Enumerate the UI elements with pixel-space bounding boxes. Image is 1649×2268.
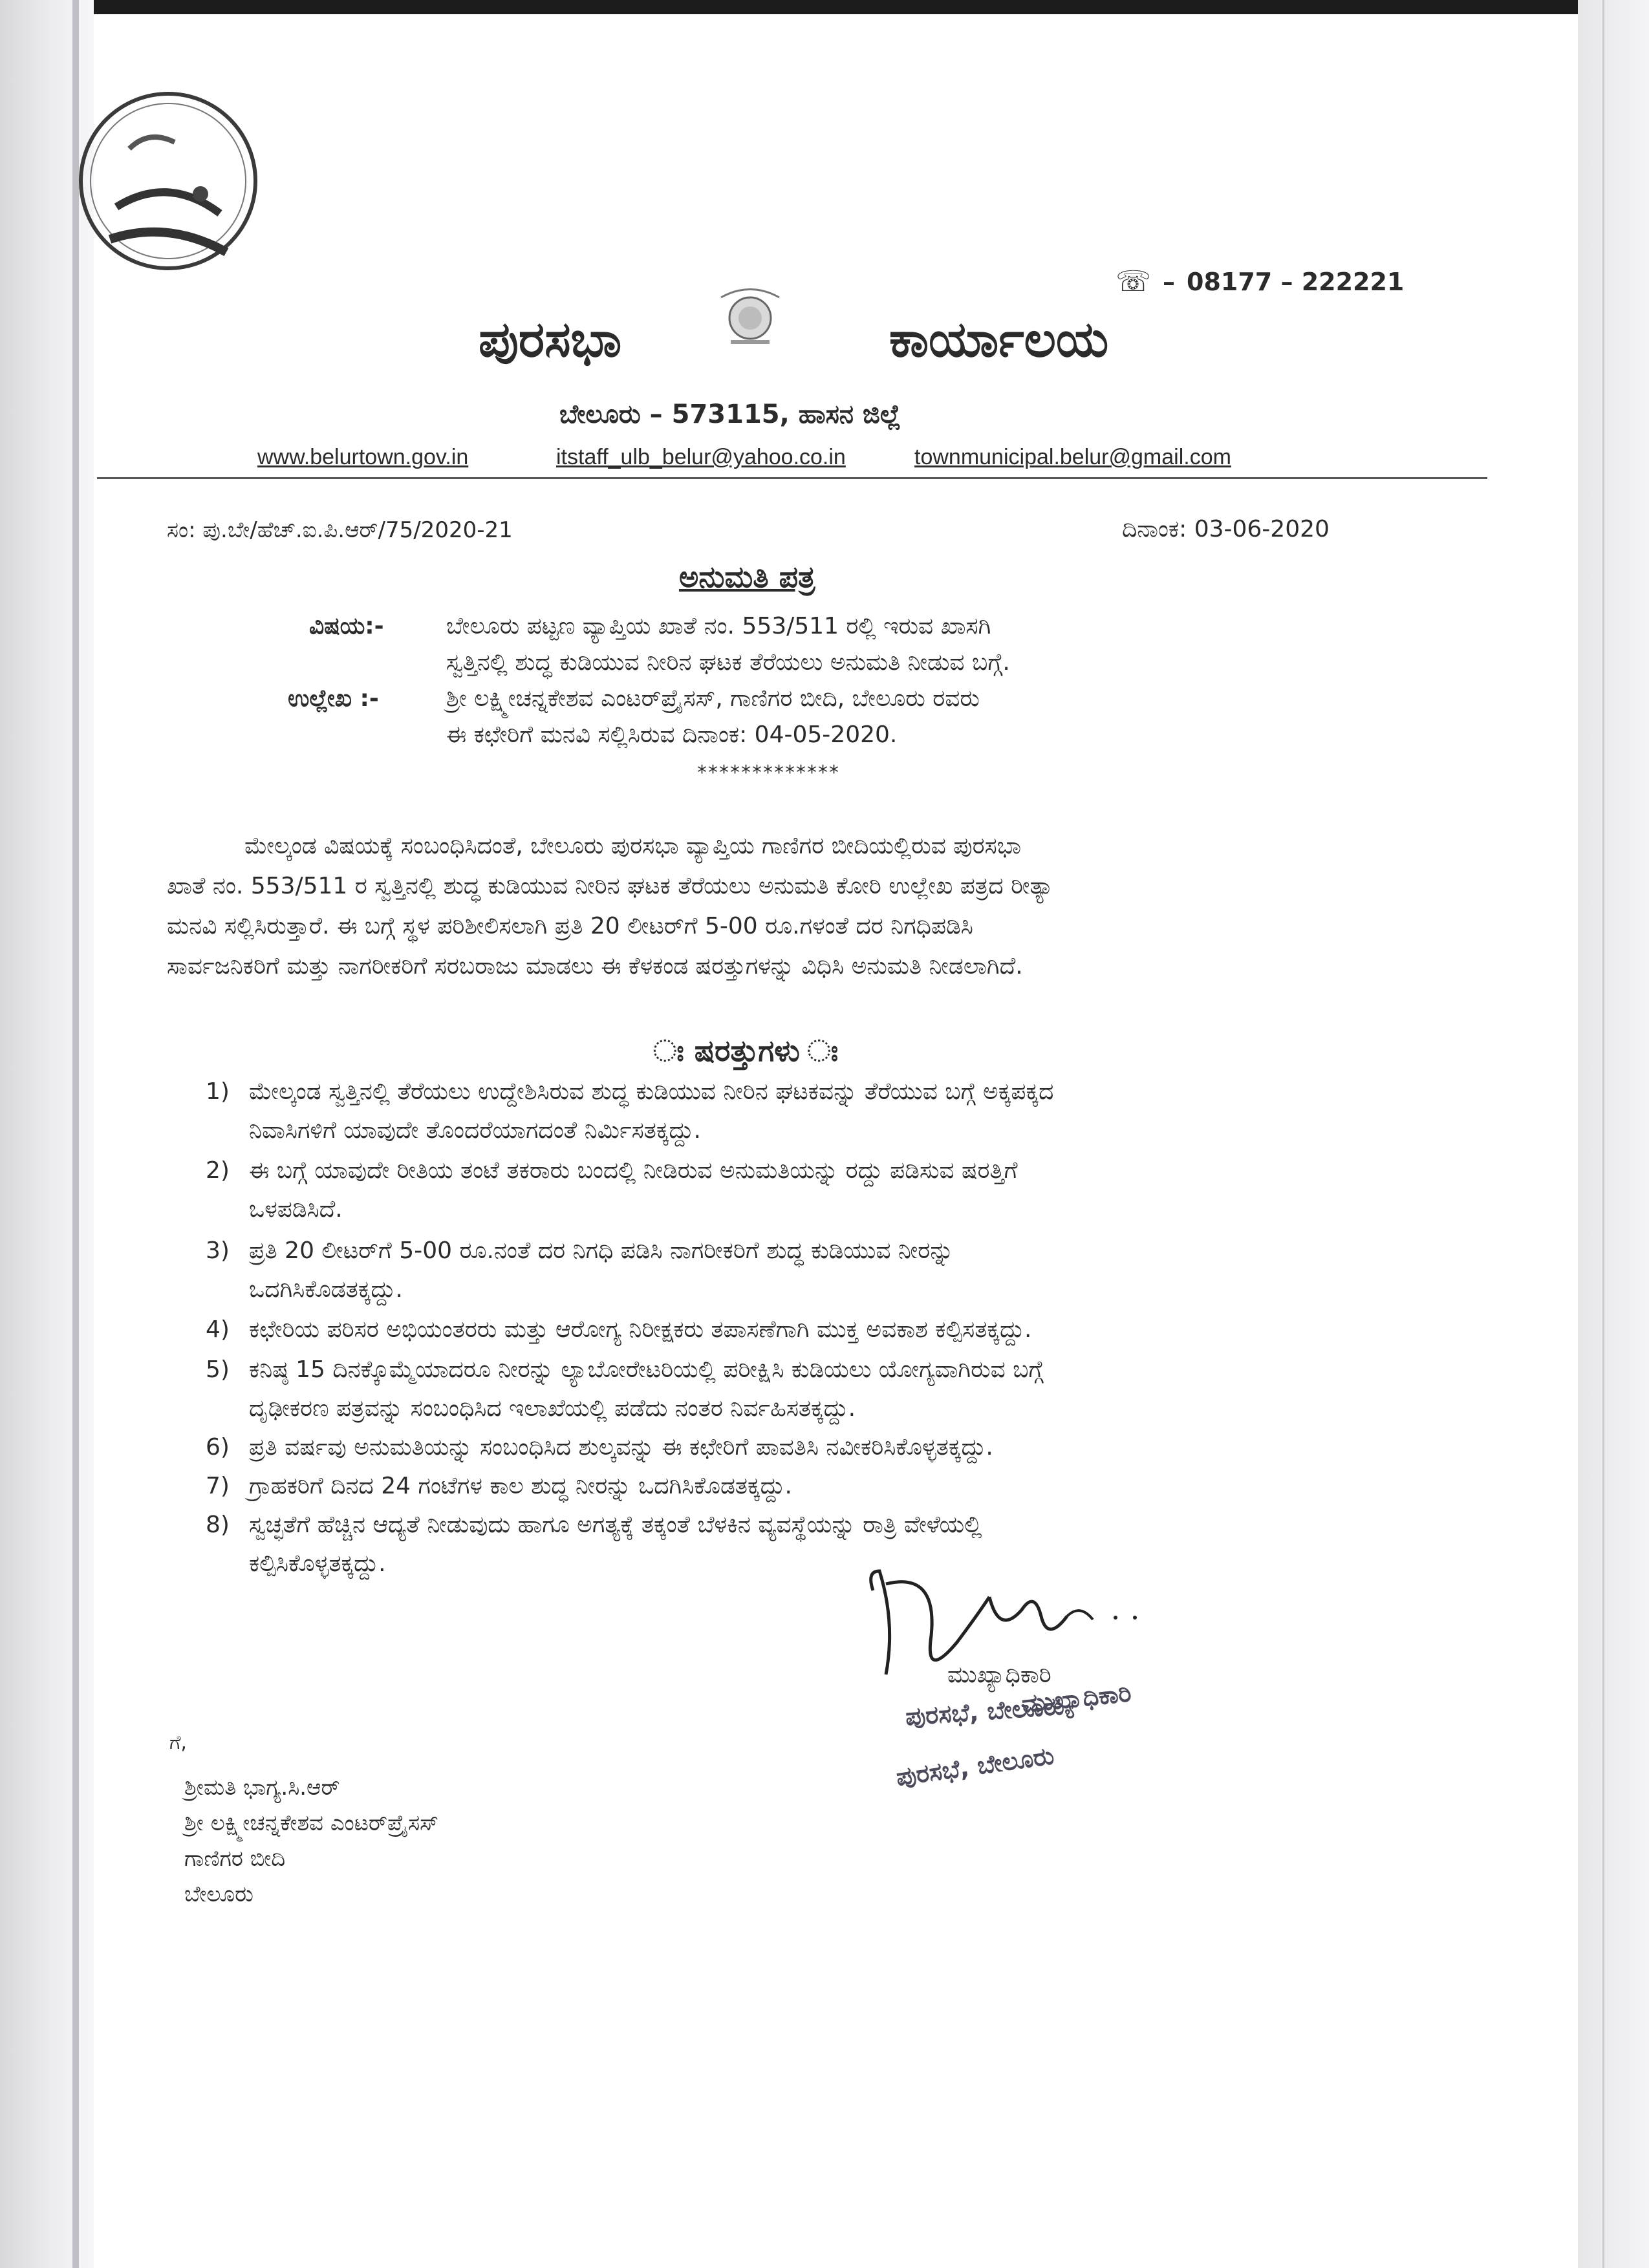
condition-text: ಸ್ವಚ್ಛತೆಗೆ ಹೆಚ್ಚಿನ ಆದ್ಯತೆ ನೀಡುವುದು ಹಾಗೂ ಅಗತ್ಯಕ್ಕೆ ತಕ್ಕಂತೆ ಬೆಳಕಿನ ವ್ಯವಸ್ಥೆಯನ್ನು ರಾತ್ರಿ ವೇಳೆಯಲ್ಲಿ: [249, 1512, 982, 1538]
phone-number: ☏ – 08177 – 222221: [1116, 265, 1405, 298]
reference-label: ಉಲ್ಲೇಖ :-: [288, 685, 379, 712]
telephone-icon: ☏: [1116, 265, 1152, 298]
subject-label: ವಿಷಯ:-: [309, 613, 384, 639]
reference-number: ಸಂ: ಪು.ಬೇ/ಹೆಚ್.ಐ.ಪಿ.ಆರ್/75/2020-21: [167, 517, 513, 543]
condition-number: 5): [206, 1356, 230, 1383]
condition-text: ಕಛೇರಿಯ ಪರಿಸರ ಅಭಿಯಂತರರು ಮತ್ತು ಆರೋಗ್ಯ ನಿರೀಕ್ಷಕರು ತಪಾಸಣೆಗಾಗಿ ಮುಕ್ತ ಅವಕಾಶ ಕಲ್ಪಿಸತಕ್ಕದ್ದು.: [249, 1316, 1032, 1343]
condition-text: ಒದಗಿಸಿಕೊಡತಕ್ಕದ್ದು.: [249, 1276, 403, 1303]
scan-top-edge: [0, 0, 1649, 14]
condition-text: ಪ್ರತಿ ವರ್ಷವು ಅನುಮತಿಯನ್ನು ಸಂಬಂಧಿಸಿದ ಶುಲ್ಕವನ್ನು ಈ ಕಛೇರಿಗೆ ಪಾವತಿಸಿ ನವೀಕರಿಸಿಕೊಳ್ಳತಕ್ಕದ್ದು.: [249, 1434, 993, 1460]
binding-shadow: [0, 0, 94, 2268]
paper-edge: [1578, 0, 1649, 2268]
municipal-emblem: [711, 278, 789, 349]
email-link-gmail[interactable]: townmunicipal.belur@gmail.com: [914, 445, 1231, 469]
condition-number: 7): [206, 1473, 230, 1499]
round-seal-stamp: [71, 58, 265, 304]
signatory-title: ಮುಖ್ಯಾಧಿಕಾರಿ: [947, 1662, 1051, 1688]
office-address: ಬೇಲೂರು – 573115, ಹಾಸನ ಜಿಲ್ಲೆ: [559, 400, 901, 429]
phone-value: 08177 – 222221: [1187, 267, 1405, 296]
reference-line-2: ಈ ಕಛೇರಿಗೆ ಮನವಿ ಸಲ್ಲಿಸಿರುವ ದಿನಾಂಕ: 04-05-2020.: [446, 722, 898, 748]
binding-edge: [72, 0, 79, 2268]
office-name-left: ಪುರಸಭಾ: [479, 310, 622, 368]
reference-line-1: ಶ್ರೀ ಲಕ್ಷ್ಮೀಚನ್ನಕೇಶವ ಎಂಟರ್‌ಪ್ರೈಸಸ್, ಗಾಣಿಗರ ಬೀದಿ, ಬೇಲೂರು ರವರು: [446, 685, 980, 712]
email-link-yahoo[interactable]: itstaff_ulb_belur@yahoo.co.in: [556, 445, 846, 469]
recipient-line: ಬೇಲೂರು: [184, 1881, 253, 1907]
condition-number: 1): [206, 1078, 230, 1105]
office-name-right: ಕಾರ್ಯಾಲಯ: [889, 310, 1109, 368]
official-seal-line: ಪುರಸಭೆ, ಬೇಲೂರು: [894, 1741, 1056, 1792]
separator-stars: *************: [697, 762, 840, 784]
header-divider: [97, 477, 1487, 479]
condition-number: 6): [206, 1434, 230, 1460]
recipient-line: ಶ್ರೀ ಲಕ್ಷ್ಮೀಚನ್ನಕೇಶವ ಎಂಟರ್‌ಪ್ರೈಸಸ್: [184, 1810, 439, 1836]
condition-number: 8): [206, 1512, 230, 1538]
body-line: ಖಾತೆ ನಂ. 553/511 ರ ಸ್ವತ್ತಿನಲ್ಲಿ ಶುದ್ಧ ಕುಡಿಯುವ ನೀರಿನ ಘಟಕ ತೆರೆಯಲು ಅನುಮತಿ ಕೋರಿ ಉಲ್ಲೇಖ ಪತ್ರದ ರೀತ್ಯಾ: [167, 873, 1054, 899]
letter-title: ಅನುಮತಿ ಪತ್ರ: [679, 559, 815, 594]
condition-text: ದೃಢೀಕರಣ ಪತ್ರವನ್ನು ಸಂಬಂಧಿಸಿದ ಇಲಾಖೆಯಲ್ಲಿ ಪಡೆದು ನಂತರ ನಿರ್ವಹಿಸತಕ್ಕದ್ದು.: [249, 1395, 856, 1422]
condition-text: ಪ್ರತಿ 20 ಲೀಟರ್‌ಗೆ 5-00 ರೂ.ನಂತೆ ದರ ನಿಗಧಿ ಪಡಿಸಿ ನಾಗರೀಕರಿಗೆ ಶುದ್ಧ ಕುಡಿಯುವ ನೀರನ್ನು: [249, 1237, 954, 1264]
subject-line-2: ಸ್ವತ್ತಿನಲ್ಲಿ ಶುದ್ಧ ಕುಡಿಯುವ ನೀರಿನ ಘಟಕ ತೆರೆಯಲು ಅನುಮತಿ ನೀಡುವ ಬಗ್ಗೆ.: [446, 649, 1010, 676]
official-seal-line: ಪುರಸಭೆ, ಬೇಲೂರು: [904, 1691, 1066, 1731]
condition-text: ನಿವಾಸಿಗಳಿಗೆ ಯಾವುದೇ ತೊಂದರೆಯಾಗದಂತೆ ನಿರ್ಮಿಸತಕ್ಕದ್ದು.: [249, 1117, 701, 1144]
condition-text: ಮೇಲ್ಕಂಡ ಸ್ವತ್ತಿನಲ್ಲಿ ತೆರೆಯಲು ಉದ್ದೇಶಿಸಿರುವ ಶುದ್ಧ ಕುಡಿಯುವ ನೀರಿನ ಘಟಕವನ್ನು ತೆರೆಯುವ ಬಗ್ಗೆ ಅಕ್ಕಪಕ್ಕದ: [249, 1078, 1054, 1105]
body-line: ಸಾರ್ವಜನಿಕರಿಗೆ ಮತ್ತು ನಾಗರೀಕರಿಗೆ ಸರಬರಾಜು ಮಾಡಲು ಈ ಕೆಳಕಂಡ ಷರತ್ತುಗಳನ್ನು ವಿಧಿಸಿ ಅನುಮತಿ ನೀಡಲಾಗಿದೆ.: [167, 953, 1023, 979]
body-line: ಮೇಲ್ಕಂಡ ವಿಷಯಕ್ಕೆ ಸಂಬಂಧಿಸಿದಂತೆ, ಬೇಲೂರು ಪುರಸಭಾ ವ್ಯಾಪ್ತಿಯ ಗಾಣಿಗರ ಬೀದಿಯಲ್ಲಿರುವ ಪುರಸಭಾ: [244, 833, 1022, 859]
website-link[interactable]: www.belurtown.gov.in: [257, 445, 469, 469]
condition-text: ಈ ಬಗ್ಗೆ ಯಾವುದೇ ರೀತಿಯ ತಂಟೆ ತಕರಾರು ಬಂದಲ್ಲಿ ನೀಡಿರುವ ಅನುಮತಿಯನ್ನು ರದ್ದು ಪಡಿಸುವ ಷರತ್ತಿಗೆ: [249, 1157, 1018, 1184]
recipient-line: ಗಾಣಿಗರ ಬೀದಿ: [184, 1846, 286, 1872]
paper-edge-line: [1602, 0, 1604, 2268]
subject-line-1: ಬೇಲೂರು ಪಟ್ಟಣ ವ್ಯಾಪ್ತಿಯ ಖಾತೆ ನಂ. 553/511 ರಲ್ಲಿ ಇರುವ ಖಾಸಗಿ: [446, 613, 991, 639]
condition-number: 4): [206, 1316, 230, 1343]
condition-number: 2): [206, 1157, 230, 1184]
body-line: ಮನವಿ ಸಲ್ಲಿಸಿರುತ್ತಾರೆ. ಈ ಬಗ್ಗೆ ಸ್ಥಳ ಪರಿಶೀಲಿಸಲಾಗಿ ಪ್ರತಿ 20 ಲೀಟರ್‌ಗೆ 5-00 ರೂ.ಗಳಂತೆ ದರ ನಿಗಧಿಪಡಿಸಿ: [167, 913, 973, 939]
recipient-line: ಶ್ರೀಮತಿ ಭಾಗ್ಯ.ಸಿ.ಆರ್: [184, 1775, 340, 1801]
conditions-title: ಃ ಷರತ್ತುಗಳು ಃ: [653, 1033, 839, 1068]
condition-number: 3): [206, 1237, 230, 1264]
recipient-to-label: ಗೆ,: [169, 1731, 187, 1754]
condition-text: ಗ್ರಾಹಕರಿಗೆ ದಿನದ 24 ಗಂಟೆಗಳ ಕಾಲ ಶುದ್ಧ ನೀರನ್ನು ಒದಗಿಸಿಕೊಡತಕ್ಕದ್ದು.: [249, 1473, 793, 1499]
letter-date: ದಿನಾಂಕ: 03-06-2020: [1122, 516, 1330, 542]
condition-text: ಕಲ್ಪಿಸಿಕೊಳ್ಳತಕ್ಕದ್ದು.: [249, 1550, 386, 1577]
official-seal-line: ಮುಖ್ಯಾಧಿಕಾರಿ: [1020, 1678, 1133, 1718]
condition-text: ಒಳಪಡಿಸಿದೆ.: [249, 1196, 343, 1223]
condition-text: ಕನಿಷ್ಠ 15 ದಿನಕ್ಕೊಮ್ಮೆಯಾದರೂ ನೀರನ್ನು ಲ್ಯಾಬೋರೇಟರಿಯಲ್ಲಿ ಪರೀಕ್ಷಿಸಿ ಕುಡಿಯಲು ಯೋಗ್ಯವಾಗಿರುವ ಬಗ್ಗೆ: [249, 1356, 1044, 1383]
